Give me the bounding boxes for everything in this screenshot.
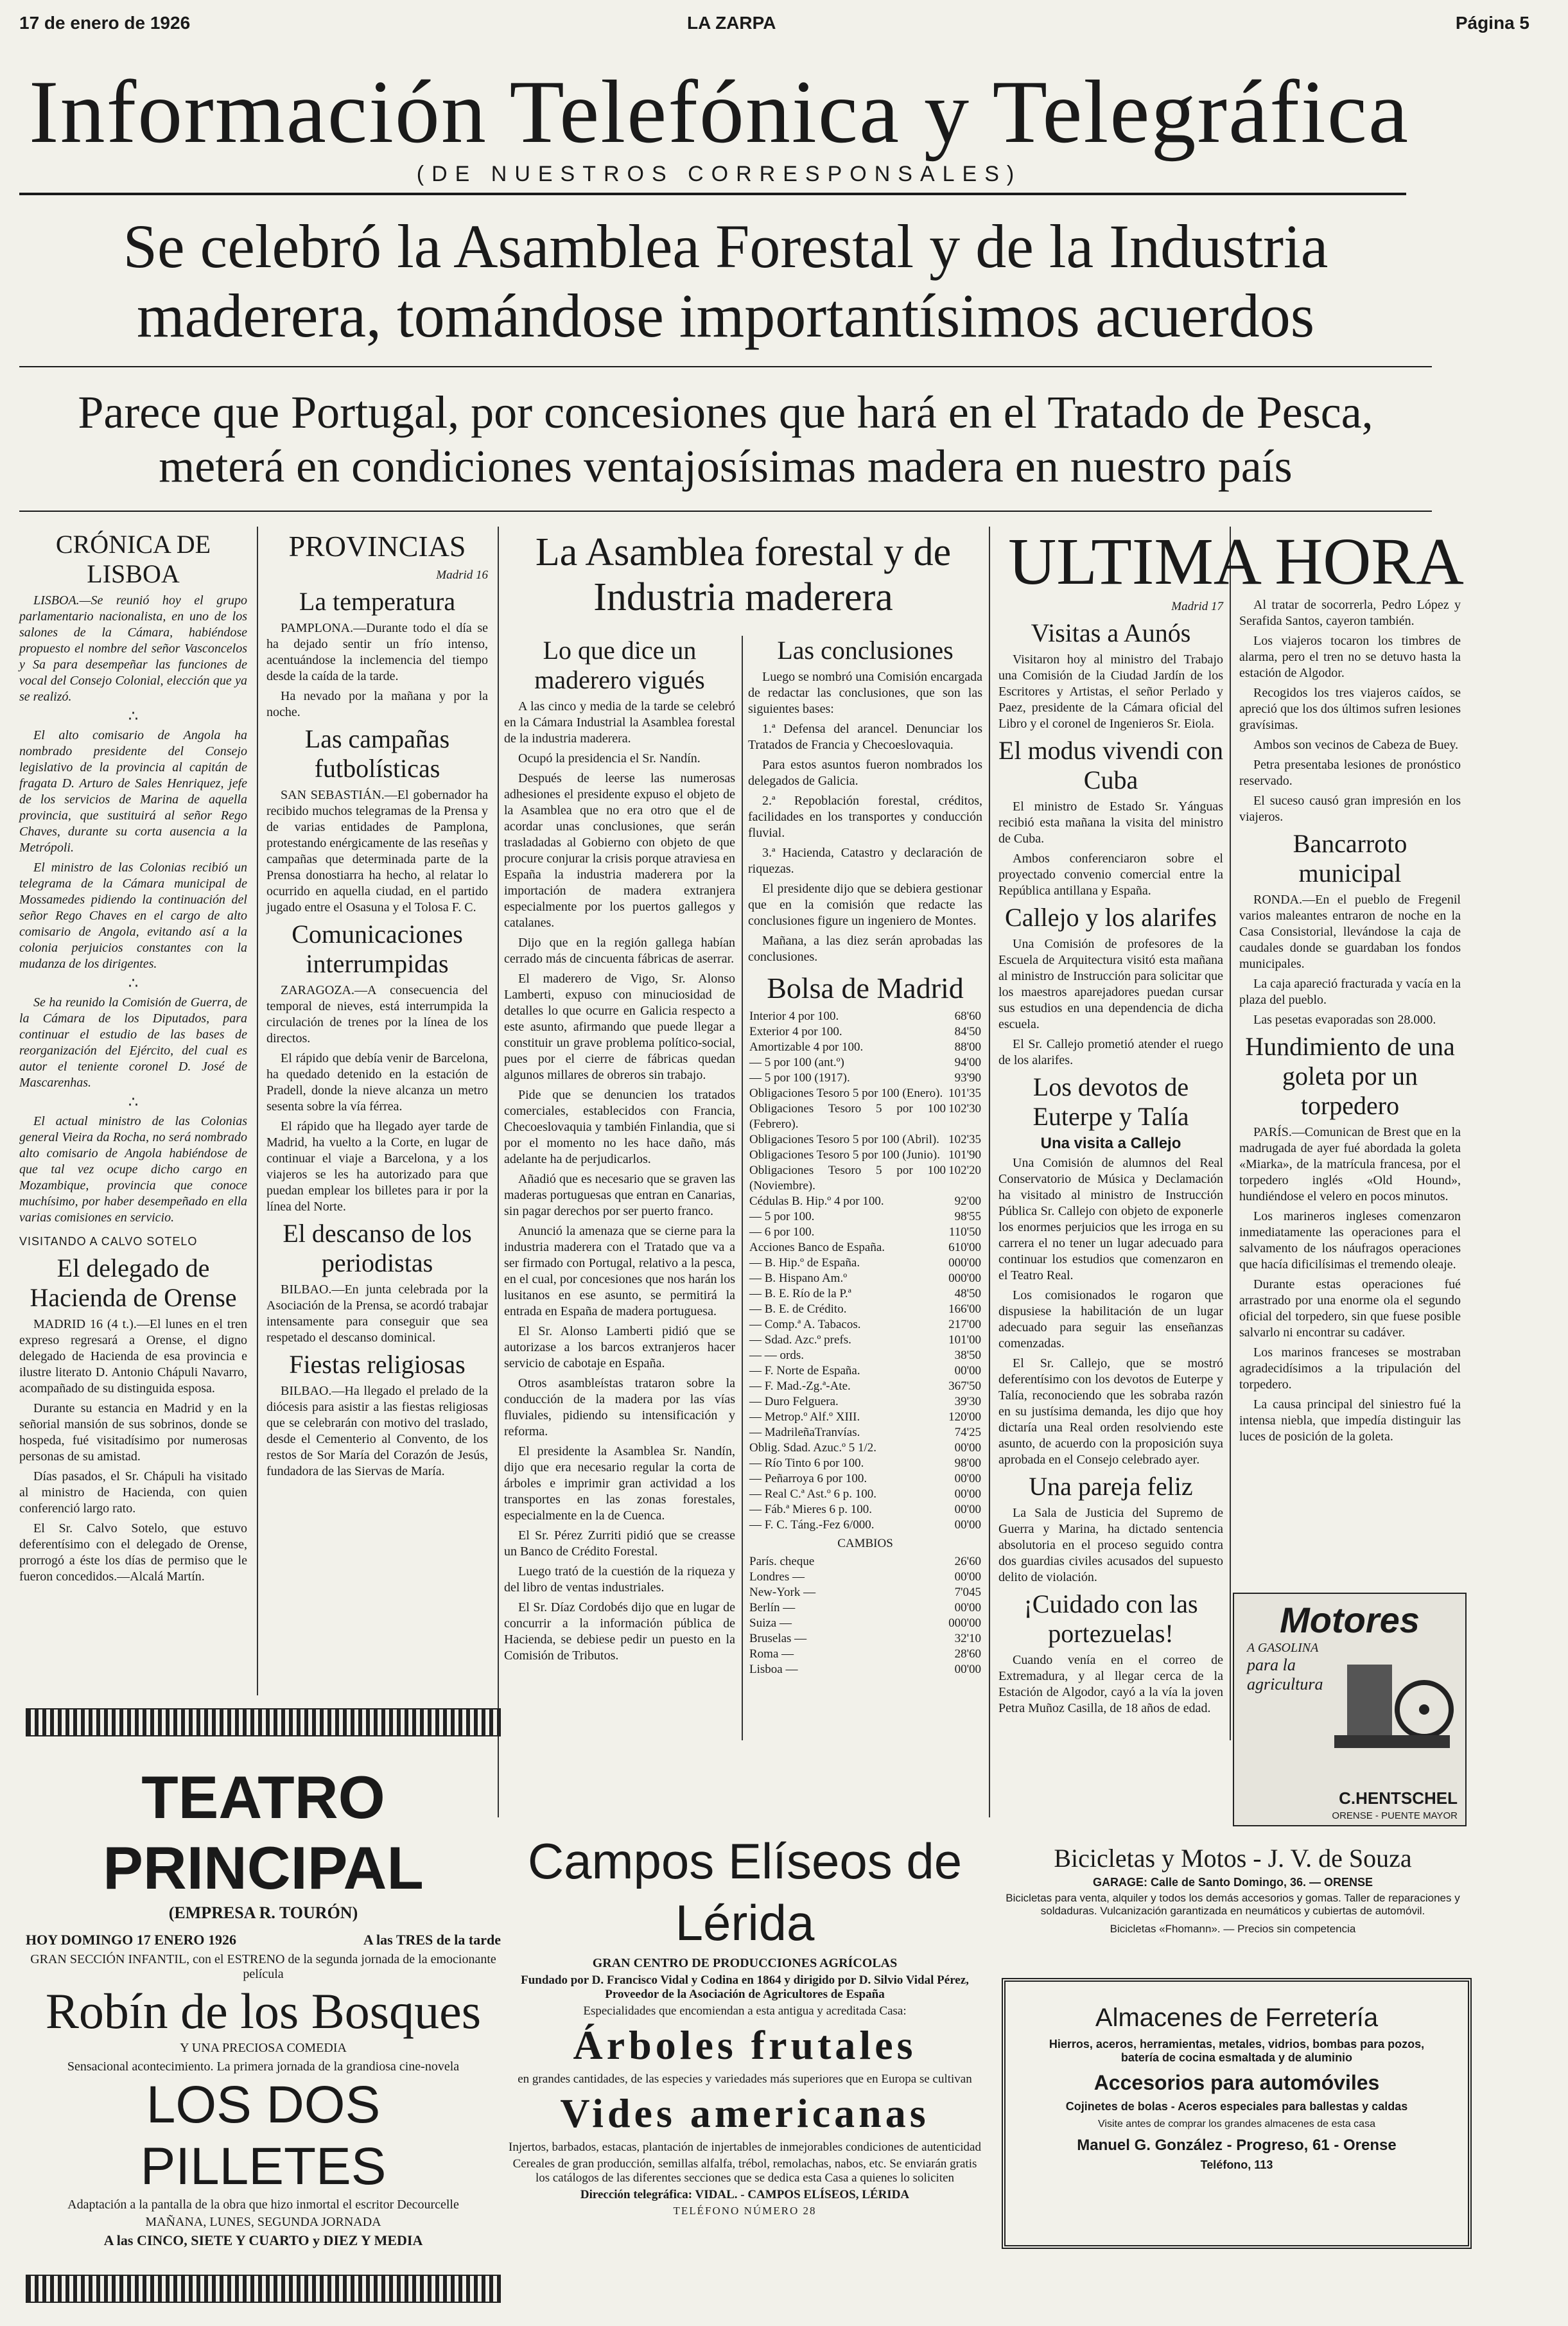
subheading: Hundimiento de una goleta por un torpedero bbox=[1245, 1032, 1455, 1120]
quote-value: 68'60 bbox=[954, 1010, 981, 1023]
quote-value: 92'00 bbox=[954, 1194, 981, 1208]
table-row bbox=[748, 1271, 982, 1286]
quote-value: 84'50 bbox=[954, 1025, 981, 1038]
quote-value: 00'00 bbox=[954, 1487, 981, 1501]
paragraph: RONDA.—En el pueblo de Fregenil varios maleantes entraron de noche en la Casa Consistorial, llevándose la caja de caudales donde se guardaban los fondos municipales. bbox=[1239, 893, 1461, 971]
page-number: Página 5 bbox=[1455, 13, 1529, 33]
table-row bbox=[748, 1209, 982, 1225]
subheading: Una pareja feliz bbox=[1029, 1472, 1193, 1501]
bolsa-table bbox=[748, 1009, 982, 1533]
paragraph: El Sr. Pérez Zurriti pidió que se creasse un Banco de Crédito Forestal. bbox=[504, 1528, 735, 1559]
paragraph: SAN SEBASTIÁN.—El gobernador ha recibido muchos telegramas de la Prensa y de varias entidades de Pamplona, protestando enérgicamente de las reseñas y campañas que determinada parte de la Prensa donostiarra ha hecho, al relatar lo ocurrido en aquella ciudad, en el partido jugado entre el Osasuna y el Tolosa F. C. bbox=[266, 788, 488, 914]
column-cronica bbox=[19, 530, 247, 1589]
cambios-table bbox=[748, 1554, 982, 1677]
paragraph: El actual ministro de las Colonias general Vieira da Rocha, no será nombrado alto comisario de Angola habiéndose de que tal vez ocupe dicho cargo en Mozambique, provincia que conoce muchísimo, por haber desempeñado en ella varias comisiones en servicio. bbox=[19, 1114, 247, 1225]
paragraph: Para estos asuntos fueron nombrados los delegados de Galicia. bbox=[748, 758, 982, 788]
paragraph: LISBOA.—Se reunió hoy el grupo parlamentario nacionalista, en uno de los salones de la Cámara, habiéndose propuesto el nombre del señor Vasconcelos y Sa para desempeñar las funciones de vocal del Consejo Colonial, elección que ya se realizó. bbox=[19, 593, 247, 704]
table-row bbox=[748, 1471, 982, 1487]
dateline: Madrid 16 bbox=[436, 568, 488, 582]
table-row bbox=[748, 1086, 982, 1101]
table-row bbox=[748, 1585, 982, 1600]
quote-value: 00'00 bbox=[954, 1441, 981, 1455]
ad-title: Almacenes de Ferretería bbox=[1095, 2004, 1379, 2032]
table-row bbox=[748, 1132, 982, 1148]
ad-line: A las CINCO, SIETE Y CUARTO y DIEZ Y MEDIA bbox=[103, 2232, 423, 2248]
quote-value: 000'00 bbox=[948, 1616, 981, 1630]
ad-when bbox=[26, 1932, 501, 1948]
quote-value: 74'25 bbox=[954, 1426, 981, 1439]
ornament-border bbox=[26, 2275, 501, 2303]
bolsa-title: Bolsa de Madrid bbox=[767, 972, 964, 1004]
subheading: Las campañas futbolísticas bbox=[304, 724, 450, 783]
quote-value: 000'00 bbox=[948, 1272, 981, 1285]
subheading: Bancarroto municipal bbox=[1293, 829, 1407, 888]
ad-teatro-principal bbox=[26, 1708, 501, 2286]
paragraph: 2.ª Repoblación forestal, créditos, facilidades en los transportes y conducción fluvial. bbox=[748, 794, 982, 840]
quote-value: 00'00 bbox=[954, 1518, 981, 1532]
table-row bbox=[748, 1517, 982, 1533]
quote-label: — Metrop.º Alf.º XIII. bbox=[749, 1410, 860, 1424]
paragraph: El alto comisario de Angola ha nombrado presidente del Consejo legislativo de la provincia al capitán de fragata D. Arturo de Sales Henriquez, jefe de los servicios de Marina de aquella provincia, que sustituirá al señor Rego Chaves, durante su corta ausencia a la Metrópoli. bbox=[19, 728, 247, 855]
paragraph: Al tratar de socorrerla, Pedro López y Serafida Santos, cayeron también. bbox=[1239, 598, 1461, 628]
quote-value: 101'00 bbox=[948, 1333, 981, 1347]
paragraph: Visitaron hoy al ministro del Trabajo una Comisión de la Ciudad Jardín de los Escritores y Artistas, el señor Perlado y Paez, presidente de la Cámara oficial del Libro y el coronel de Ingenieros Sr. Eiola. bbox=[998, 652, 1223, 731]
ad-ferreteria bbox=[1002, 1978, 1472, 2249]
column-rule bbox=[257, 527, 258, 1695]
subheading-minor: Una visita a Callejo bbox=[1040, 1135, 1181, 1152]
quote-label: — B. Hip.º de España. bbox=[749, 1256, 860, 1270]
quote-value: 217'00 bbox=[948, 1318, 981, 1331]
table-row bbox=[748, 1379, 982, 1394]
paragraph: Luego se nombró una Comisión encargada de redactar las conclusiones, que son las siguientes bases: bbox=[748, 670, 982, 716]
quote-label: Interior 4 por 100. bbox=[749, 1010, 839, 1023]
ad-big: Accesorios para automóviles bbox=[1093, 2071, 1380, 2094]
quote-label: — MadrileñaTranvías. bbox=[749, 1426, 860, 1439]
quote-value: 102'35 bbox=[948, 1133, 981, 1146]
quote-label: — 6 por 100. bbox=[749, 1225, 815, 1239]
subheading: El descanso de los periodistas bbox=[283, 1219, 472, 1277]
column-rule bbox=[1230, 527, 1231, 1740]
paragraph: Los comisionados le rogaron que dispusiese la habilitación de un lugar adecuado para seguir las enseñanzas comenzadas. bbox=[998, 1288, 1223, 1351]
ad-line: GRAN CENTRO DE PRODUCCIONES AGRÍCOLAS bbox=[592, 1956, 898, 1970]
ad-line: Y UNA PRECIOSA COMEDIA bbox=[180, 2041, 347, 2055]
paragraph: La causa principal del siniestro fué la intensa niebla, que impedía distinguir las luces de posición de la goleta. bbox=[1239, 1397, 1461, 1444]
ad-film-1: Robín de los Bosques bbox=[45, 1983, 482, 2039]
quote-label: — — ords. bbox=[749, 1349, 804, 1362]
separator-stars: ∴ bbox=[128, 1094, 139, 1111]
ad-big-1: Árboles frutales bbox=[573, 2022, 917, 2068]
paragraph: Ambos conferenciaron sobre el proyectado convenio comercial entre la República antillana y España. bbox=[998, 852, 1223, 898]
quote-label: París. cheque bbox=[749, 1555, 815, 1568]
column-rule bbox=[989, 527, 990, 1817]
quote-value: 93'90 bbox=[954, 1071, 981, 1085]
quote-value: 98'00 bbox=[954, 1456, 981, 1470]
paragraph: Una Comisión de profesores de la Escuela de Arquitectura visitó esta mañana al ministro de Instrucción para solicitar que los maestros aparejadores puedan cursar sus estudios en una dependencia de dicha escuela. bbox=[998, 937, 1223, 1031]
table-row bbox=[748, 1410, 982, 1425]
center-column-b bbox=[748, 636, 982, 1677]
headline-rule-2 bbox=[19, 511, 1432, 512]
paragraph: Durante su estancia en Madrid y en la señorial mansión de sus sobrinos, donde se hospeda, fué visitadísimo por numerosas personas de su amistad. bbox=[19, 1401, 247, 1464]
table-row bbox=[748, 1647, 982, 1662]
ad-line: Fundado por D. Francisco Vidal y Codina en 1864 y dirigido por D. Silvio Vidal Pérez, Proveedor de la Asociación de Agricultores de España bbox=[521, 1973, 969, 2001]
ad-bicicletas bbox=[1002, 1843, 1464, 1972]
quote-label: Londres — bbox=[749, 1570, 805, 1584]
quote-value: 00'00 bbox=[954, 1601, 981, 1614]
ad-line: Manuel G. González - Progreso, 61 - Orense bbox=[1077, 2137, 1397, 2154]
column-sucesos bbox=[1239, 597, 1461, 1449]
paragraph: Recogidos los tres viajeros caídos, se apreció que los dos últimos sufren lesiones gravísimas. bbox=[1239, 686, 1461, 732]
ad-line: en grandes cantidades, de las especies y variedades más superiores que en Europa se cultivan bbox=[518, 2072, 972, 2086]
quote-label: Obligaciones Tesoro 5 por 100 (Noviembre). bbox=[749, 1164, 946, 1193]
quote-value: 367'50 bbox=[948, 1379, 981, 1393]
ad-line: Adaptación a la pantalla de la obra que hizo inmortal el escritor Decourcelle bbox=[67, 2198, 459, 2212]
table-row bbox=[748, 1456, 982, 1471]
paragraph: Ambos son vecinos de Cabeza de Buey. bbox=[1253, 738, 1459, 752]
quote-value: 28'60 bbox=[954, 1647, 981, 1661]
ad-line: Dirección telegráfica: VIDAL. - CAMPOS ELÍSEOS, LÉRIDA bbox=[580, 2188, 910, 2201]
table-row bbox=[748, 1348, 982, 1363]
quote-value: 166'00 bbox=[948, 1302, 981, 1316]
ad-line: GARAGE: Calle de Santo Domingo, 36. — ORENSE bbox=[1092, 1876, 1373, 1889]
quote-label: — B. E. Río de la P.ª bbox=[749, 1287, 851, 1300]
ad-line: MAÑANA, LUNES, SEGUNDA JORNADA bbox=[145, 2215, 381, 2229]
quote-label: — F. Norte de España. bbox=[749, 1364, 860, 1377]
quote-label: — Duro Felguera. bbox=[749, 1395, 839, 1408]
quote-value: 88'00 bbox=[954, 1040, 981, 1054]
quote-label: — Peñarroya 6 por 100. bbox=[749, 1472, 867, 1485]
paragraph: Después de leerse las numerosas adhesiones el presidente expuso el objeto de la Asamblea que no era otro que el de acordar unas conclusiones, que serán trasladadas al Gobierno con objeto de que procure conjurar la crisis porque atraviesa en España la industria maderera por la importación de madera extranjera especialmente por los puertos gallegos y catalanes. bbox=[504, 771, 735, 930]
ad-address: ORENSE - PUENTE MAYOR bbox=[1332, 1810, 1458, 1821]
quote-value: 26'60 bbox=[954, 1555, 981, 1568]
quote-label: — Río Tinto 6 por 100. bbox=[749, 1456, 864, 1470]
ad-campos-eliseos bbox=[507, 1830, 982, 2241]
column-rule bbox=[498, 527, 499, 1817]
table-row bbox=[748, 1631, 982, 1647]
table-row bbox=[748, 1101, 982, 1132]
table-row bbox=[748, 1225, 982, 1240]
paragraph: Los marineros ingleses comenzaron inmediatamente las operaciones para el salvamento de los náufragos operaciones que hacía dificilísimas el tremendo oleaje. bbox=[1239, 1209, 1461, 1272]
separator-stars: ∴ bbox=[128, 708, 139, 725]
ad-title: Bicicletas y Motos - J. V. de Souza bbox=[1054, 1844, 1412, 1873]
article-title: La Asamblea forestal y de Industria maderera bbox=[535, 530, 952, 619]
paragraph: Los viajeros tocaron los timbres de alarma, pero el tren no se detuvo hasta la estación de Algodor. bbox=[1239, 634, 1461, 680]
table-row bbox=[748, 1009, 982, 1024]
section-title: PROVINCIAS bbox=[288, 530, 466, 563]
paragraph: El presidente la Asamblea Sr. Nandín, dijo que era necesario regular la corta de árboles e imprimir gran actividad a los transportes en las zonas forestales, especialmente en la de Cuenca. bbox=[504, 1444, 735, 1523]
ad-line: TELÉFONO NÚMERO 28 bbox=[673, 2205, 817, 2217]
ad-motores bbox=[1233, 1593, 1467, 1826]
quote-label: — 5 por 100 (ant.º) bbox=[749, 1056, 844, 1069]
ad-film-2: LOS DOS PILLETES bbox=[140, 2076, 387, 2196]
table-row bbox=[748, 1163, 982, 1194]
subheading: El delegado de Hacienda de Orense bbox=[30, 1254, 237, 1312]
table-row bbox=[748, 1487, 982, 1502]
quote-label: Obligaciones Tesoro 5 por 100 (Febrero). bbox=[749, 1102, 946, 1131]
ad-line: Injertos, barbados, estacas, plantación de injertables de inmejorables condiciones de autenticidad bbox=[509, 2140, 981, 2154]
ad-line: Especialidades que encomiendan a esta antigua y acreditada Casa: bbox=[583, 2004, 907, 2018]
quote-label: — Fáb.ª Mieres 6 p. 100. bbox=[749, 1503, 873, 1516]
quote-label: — Real C.ª Ast.º 6 p. 100. bbox=[749, 1487, 876, 1501]
quote-value: 610'00 bbox=[948, 1241, 981, 1254]
issue-date: 17 de enero de 1926 bbox=[19, 13, 191, 33]
paragraph: El Sr. Callejo prometió atender el ruego de los alarifes. bbox=[998, 1037, 1223, 1067]
quote-value: 39'30 bbox=[954, 1395, 981, 1408]
quote-value: 00'00 bbox=[954, 1364, 981, 1377]
ad-big-2: Vides americanas bbox=[560, 2090, 930, 2136]
quote-value: 7'045 bbox=[954, 1586, 981, 1599]
table-row bbox=[748, 1240, 982, 1255]
paragraph: PAMPLONA.—Durante todo el día se ha dejado sentir un frío intenso, acentuándose la inclemencia del tiempo desde la caída de la tarde. bbox=[266, 621, 488, 683]
subheading: Callejo y los alarifes bbox=[1005, 903, 1217, 932]
subheading: Los devotos de Euterpe y Talía bbox=[1032, 1072, 1189, 1131]
paragraph: Pide que se denuncien los tratados comerciales, establecidos con Francia, Checoeslovaquia y también Finlandia, que si por el momento no les hace daño, más adelante ha de perjudicarlos. bbox=[504, 1088, 735, 1166]
quote-label: Oblig. Sdad. Azuc.º 5 1/2. bbox=[749, 1441, 876, 1455]
table-row bbox=[748, 1255, 982, 1271]
ad-line: A GASOLINA bbox=[1247, 1641, 1319, 1655]
column-provincias bbox=[266, 530, 488, 1483]
ad-line: Bicicletas para venta, alquiler y todos los demás accesorios y gomas. Taller de reparaciones y soldaduras. Vulcanización garantizada en neumáticos y cubiertas de automóvil. bbox=[1006, 1892, 1460, 1917]
paragraph: Anunció la amenaza que se cierne para la industria maderera con el Tratado que va a ser firmado con Portugal, relativo a la pesca, en el cual, por concesiones que nos harán los lusitanos en ese asunto, se permitirá la entrada en España de madera portuguesa. bbox=[504, 1224, 735, 1318]
column-ultima-hora bbox=[998, 597, 1223, 1720]
paragraph: El Sr. Callejo, que se mostró deferentísimo con los devotos de Euterpe y Talía, reconociendo que les sobraba razón en su justísima demanda, les dijo que hoy dictaría una Real orden resolviendo este asunto, de acuerdo con la proposición suya aprobada en el Consejo celebrado ayer. bbox=[998, 1356, 1223, 1467]
paragraph: El ministro de las Colonias recibió un telegrama de la Cámara municipal de Mossamedes pidiendo la continuación del señor Rego Chaves en el cargo de alto comisario de Angola, evitando así a la colonia perjuicios constantes con la mudanza de los dirigentes. bbox=[19, 861, 247, 971]
quote-label: — B. E. de Crédito. bbox=[749, 1302, 847, 1316]
paragraph: El Sr. Díaz Cordobés dijo que en lugar de concurrir a la información pública de Hacienda, se debiese pedir un puesto en la Comisión de Tributos. bbox=[504, 1600, 735, 1663]
engine-illustration bbox=[1328, 1652, 1456, 1754]
ad-empresa: (EMPRESA R. TOURÓN) bbox=[168, 1903, 358, 1922]
table-row bbox=[748, 1570, 982, 1585]
ad-line: Visite antes de comprar los grandes almacenes de esta casa bbox=[1098, 2119, 1375, 2129]
quote-value: 38'50 bbox=[954, 1349, 981, 1362]
quote-value: 00'00 bbox=[954, 1663, 981, 1676]
headline-2: Parece que Portugal, por concesiones que hará en el Tratado de Pesca, meterá en condiciones ventajosísimas madera en nuestro país bbox=[78, 387, 1373, 492]
quote-label: Obligaciones Tesoro 5 por 100 (Enero). bbox=[749, 1087, 943, 1100]
paragraph: El rápido que debía venir de Barcelona, ha quedado detenido en la estación de Pradell, donde la nieve alcanza un metro sesenta sobre la vía férrea. bbox=[266, 1051, 488, 1114]
table-row bbox=[748, 1148, 982, 1163]
ad-brand: C.HENTSCHEL bbox=[1339, 1788, 1458, 1808]
subheading: Fiestas religiosas bbox=[289, 1350, 466, 1379]
paragraph: BILBAO.—En junta celebrada por la Asociación de la Prensa, se acordó trabajar intensamente para conseguir que sea respetado el descanso dominical. bbox=[266, 1282, 488, 1345]
running-header bbox=[19, 13, 1529, 45]
table-row bbox=[748, 1302, 982, 1317]
paragraph: Las pesetas evaporadas son 28.000. bbox=[1253, 1013, 1436, 1027]
table-row bbox=[748, 1600, 982, 1616]
ad-line: GRAN SECCIÓN INFANTIL, con el ESTRENO de la segunda jornada de la emocionante película bbox=[30, 1952, 496, 1981]
quote-value: 00'00 bbox=[954, 1570, 981, 1584]
quote-label: Exterior 4 por 100. bbox=[749, 1025, 842, 1038]
quote-label: Obligaciones Tesoro 5 por 100 (Junio). bbox=[749, 1148, 940, 1162]
paragraph: Ha nevado por la mañana y por la noche. bbox=[266, 689, 488, 719]
quote-label: Cédulas B. Hip.º 4 por 100. bbox=[749, 1194, 884, 1208]
quote-label: Obligaciones Tesoro 5 por 100 (Abril). bbox=[749, 1133, 939, 1146]
table-row bbox=[748, 1024, 982, 1040]
masthead-rule bbox=[19, 193, 1406, 195]
ad-time: A las TRES de la tarde bbox=[363, 1932, 501, 1948]
headline-1: Se celebró la Asamblea Forestal y de la Industria maderera, tomándose importantísimos acuerdos bbox=[123, 212, 1328, 350]
paragraph: Se ha reunido la Comisión de Guerra, de la Cámara de los Diputados, para continuar el estudio de las bases de reorganización del Ejército, del cual es autor el teniente coronel D. José de Mascarenhas. bbox=[19, 995, 247, 1090]
table-row bbox=[748, 1333, 982, 1348]
paragraph: Otros asambleístas trataron sobre la conducción de la madera por las vías fluviales, pidiendo su intensificación y reforma. bbox=[504, 1376, 735, 1438]
quote-label: New-York — bbox=[749, 1586, 816, 1599]
quote-value: 94'00 bbox=[954, 1056, 981, 1069]
column-rule bbox=[742, 636, 743, 1740]
table-row bbox=[748, 1317, 982, 1333]
subheading: Visitas a Aunós bbox=[1031, 618, 1191, 647]
table-row bbox=[748, 1440, 982, 1456]
paragraph: A las cinco y media de la tarde se celebró en la Cámara Industrial la Asamblea forestal de la industria maderera. bbox=[504, 699, 735, 746]
ornament-border bbox=[26, 1708, 501, 1736]
quote-label: — Sdad. Azc.º prefs. bbox=[749, 1333, 851, 1347]
ultima-hora-title: ULTIMA HORA bbox=[1008, 525, 1464, 599]
masthead-title: Información Telefónica y Telegráfica bbox=[28, 62, 1410, 162]
subheading: Lo que dice un maderero vigués bbox=[534, 636, 705, 694]
table-row bbox=[748, 1040, 982, 1055]
quote-value: 00'00 bbox=[954, 1503, 981, 1516]
subheading: ¡Cuidado con las portezuelas! bbox=[1024, 1589, 1198, 1648]
paragraph: Mañana, a las diez serán aprobadas las conclusiones. bbox=[748, 934, 982, 964]
masthead-subtitle: (DE NUESTROS CORRESPONSALES) bbox=[416, 162, 1022, 186]
table-row bbox=[748, 1194, 982, 1209]
paragraph: El Sr. Calvo Sotelo, que estuvo deferentísimo con el delegado de Orense, prorrogó a éste los días de permiso que le fueron concedidos.—Alcalá Martín. bbox=[19, 1521, 247, 1584]
quote-value: 102'20 bbox=[948, 1164, 981, 1177]
quote-value: 101'90 bbox=[948, 1148, 981, 1162]
section-title: CRÓNICA DE LISBOA bbox=[55, 530, 211, 588]
subheading: Comunicaciones interrumpidas bbox=[292, 920, 463, 978]
paragraph: ZARAGOZA.—A consecuencia del temporal de nieves, está interrumpida la circulación de trenes por la línea de los directos. bbox=[266, 983, 488, 1045]
quote-value: 98'55 bbox=[954, 1210, 981, 1223]
table-row bbox=[748, 1502, 982, 1517]
ad-date: HOY DOMINGO 17 ENERO 1926 bbox=[26, 1932, 236, 1948]
paragraph: Añadió que es necesario que se graven las maderas portuguesas que entran en Canarias, sin pagar derechos por ser puerto franco. bbox=[504, 1172, 735, 1218]
paragraph: MADRID 16 (4 t.).—El lunes en el tren expreso regresará a Orense, el digno delegado de Hacienda de esa provincia e ilustre literato D. Antonio Chápuli Navarro, acompañado de su distinguida esposa. bbox=[19, 1317, 247, 1395]
subheading: Las conclusiones bbox=[777, 636, 954, 665]
table-row bbox=[748, 1425, 982, 1440]
table-row bbox=[748, 1055, 982, 1071]
quote-value: 000'00 bbox=[948, 1256, 981, 1270]
quote-label: — 5 por 100 (1917). bbox=[749, 1071, 850, 1085]
quote-label: — 5 por 100. bbox=[749, 1210, 815, 1223]
paragraph: Días pasados, el Sr. Chápuli ha visitado al ministro de Hacienda, con quien conferenció largo rato. bbox=[19, 1469, 247, 1516]
paragraph: 3.ª Hacienda, Catastro y declaración de riquezas. bbox=[748, 846, 982, 876]
paragraph: Petra presentaba lesiones de pronóstico reservado. bbox=[1239, 758, 1461, 788]
table-row bbox=[748, 1071, 982, 1086]
quote-value: 00'00 bbox=[954, 1472, 981, 1485]
center-column-a bbox=[504, 636, 735, 1668]
paragraph: PARÍS.—Comunican de Brest que en la madrugada de ayer fué abordada la goleta «Miarka», de la matrícula francesa, por el torpedero inglés «Old Hound», hundiéndose el velero en pocos minutos. bbox=[1239, 1125, 1461, 1203]
quote-label: Lisboa — bbox=[749, 1663, 798, 1676]
table-row bbox=[748, 1554, 982, 1570]
paragraph: El ministro de Estado Sr. Yánguas recibió esta mañana la visita del ministro de Cuba. bbox=[998, 800, 1223, 846]
paragraph: Dijo que en la región gallega habían cerrado más de cincuenta fábricas de aserrar. bbox=[504, 936, 735, 966]
ad-title: Campos Elíseos de Lérida bbox=[527, 1833, 963, 1951]
quote-label: Bruselas — bbox=[749, 1632, 807, 1645]
paragraph: Ocupó la presidencia el Sr. Nandín. bbox=[518, 751, 701, 765]
quote-value: 101'35 bbox=[948, 1087, 981, 1100]
ad-line: Hierros, aceros, herramientas, metales, vidrios, bombas para pozos, batería de cocina esmaltada y de aluminio bbox=[1049, 2038, 1425, 2064]
paragraph: BILBAO.—Ha llegado el prelado de la diócesis para asistir a las fiestas religiosas que se celebrarán con motivo del traslado, desde el Cementerio al Convento, de los restos de Sor María del Corazón de Jesús, fundadora de las Siervas de María. bbox=[266, 1384, 488, 1478]
ad-line: para la agricultura bbox=[1247, 1656, 1323, 1693]
paragraph: El presidente dijo que se debiera gestionar que en la comisión que redacte las conclusiones figure un ingeniero de Montes. bbox=[748, 882, 982, 928]
ad-title: Motores bbox=[1280, 1600, 1420, 1640]
paragraph: Los marinos franceses se mostraban agradecidísimos a la tripulación del torpedero. bbox=[1239, 1345, 1461, 1392]
table-row bbox=[748, 1616, 982, 1631]
quote-label: — B. Hispano Am.º bbox=[749, 1272, 848, 1285]
paragraph: Durante estas operaciones fué arrastrado por una enorme ola el segundo oficial del torpedero, sin que fuese posible salvarlo ni encontrar su cadáver. bbox=[1239, 1277, 1461, 1340]
paragraph: Luego trató de la cuestión de la riqueza y del libro de ventas industriales. bbox=[504, 1564, 735, 1595]
paper-name: LA ZARPA bbox=[687, 13, 776, 33]
table-row bbox=[748, 1394, 982, 1410]
paragraph: El suceso causó gran impresión en los viajeros. bbox=[1239, 794, 1461, 824]
paragraph: Una Comisión de alumnos del Real Conservatorio de Música y Declamación ha visitado al ministro de Instrucción Pública Sr. Callejo con objeto de exponerle los enormes perjuicios que les irroga en su carrera el no tener un lugar adecuado para continuar los estudios que comenzaron en el Teatro Real. bbox=[998, 1156, 1223, 1282]
quote-label: Roma — bbox=[749, 1647, 794, 1661]
quote-label: Berlín — bbox=[749, 1601, 796, 1614]
paragraph: La Sala de Justicia del Supremo de Guerra y Marina, ha dictado sentencia absolutoria en el proceso seguido contra dos guardias civiles acusados del supuesto delito de violación. bbox=[998, 1506, 1223, 1584]
quote-label: Acciones Banco de España. bbox=[749, 1241, 885, 1254]
quote-value: 32'10 bbox=[954, 1632, 981, 1645]
quote-label: Amortizable 4 por 100. bbox=[749, 1040, 864, 1054]
ad-line: Bicicletas «Fhomann». — Precios sin competencia bbox=[1110, 1923, 1356, 1935]
headline-rule bbox=[19, 366, 1432, 367]
paragraph: 1.ª Defensa del arancel. Denunciar los Tratados de Francia y Checoeslovaquia. bbox=[748, 722, 982, 752]
paragraph: El rápido que ha llegado ayer tarde de Madrid, ha vuelto a la Corte, en lugar de continuar el viaje a Barcelona, y a los viajeros se les ha autorizado para que puedan emplear los billetes para ir por la línea del Norte. bbox=[266, 1119, 488, 1214]
separator-stars: ∴ bbox=[128, 975, 139, 992]
subheading: El modus vivendi con Cuba bbox=[998, 736, 1223, 794]
quote-value: 110'50 bbox=[948, 1225, 981, 1239]
ad-line: Teléfono, 113 bbox=[1200, 2158, 1273, 2171]
ad-line: Cojinetes de bolas - Aceros especiales para ballestas y caldas bbox=[1065, 2100, 1408, 2113]
dateline: Madrid 17 bbox=[1171, 600, 1223, 613]
quote-label: — F. Mad.-Zg.ª-Ate. bbox=[749, 1379, 851, 1393]
ad-line: Cereales de gran producción, semillas alfalfa, trébol, remolachas, nabos, etc. Se enviarán gratis los catálogos de las diferentes secciones que se dedica esta Casa a quienes lo soliciten bbox=[512, 2157, 977, 2185]
quote-label: — F. C. Táng.-Fez 6/000. bbox=[749, 1518, 875, 1532]
quote-value: 102'30 bbox=[948, 1102, 981, 1115]
paragraph: El Sr. Alonso Lamberti pidió que se autorizase a los barcos extranjeros hacer servicio de cabotaje en España. bbox=[504, 1324, 735, 1370]
paragraph: La caja apareció fracturada y vacía en la plaza del pueblo. bbox=[1239, 977, 1461, 1007]
subheading: La temperatura bbox=[299, 587, 456, 616]
ad-title: TEATRO PRINCIPAL bbox=[103, 1763, 424, 1902]
kicker: VISITANDO A CALVO SOTELO bbox=[19, 1235, 198, 1248]
cambios-title: CAMBIOS bbox=[837, 1537, 893, 1550]
ad-line: Sensacional acontecimiento. La primera jornada de la grandiosa cine-novela bbox=[67, 2059, 460, 2074]
paragraph: Cuando venía en el correo de Extremadura, y al llegar cerca de la Estación de Algodor, cayó a la vía la joven Petra Muñoz Casilla, de 18 años de edad. bbox=[998, 1653, 1223, 1715]
table-row bbox=[748, 1662, 982, 1677]
quote-label: Suiza — bbox=[749, 1616, 792, 1630]
table-row bbox=[748, 1286, 982, 1302]
paragraph: El maderero de Vigo, Sr. Alonso Lamberti, expuso con minuciosidad de detalles lo que ocurre en Galicia respecto a este asunto, afirmando que puede llegar a constituir un grave problema político-social, pues por el cierre de fábricas quedan algunos millares de obreros sin trabajo. bbox=[504, 972, 735, 1082]
quote-value: 48'50 bbox=[954, 1287, 981, 1300]
quote-value: 120'00 bbox=[948, 1410, 981, 1424]
quote-label: — Comp.ª A. Tabacos. bbox=[749, 1318, 861, 1331]
table-row bbox=[748, 1363, 982, 1379]
